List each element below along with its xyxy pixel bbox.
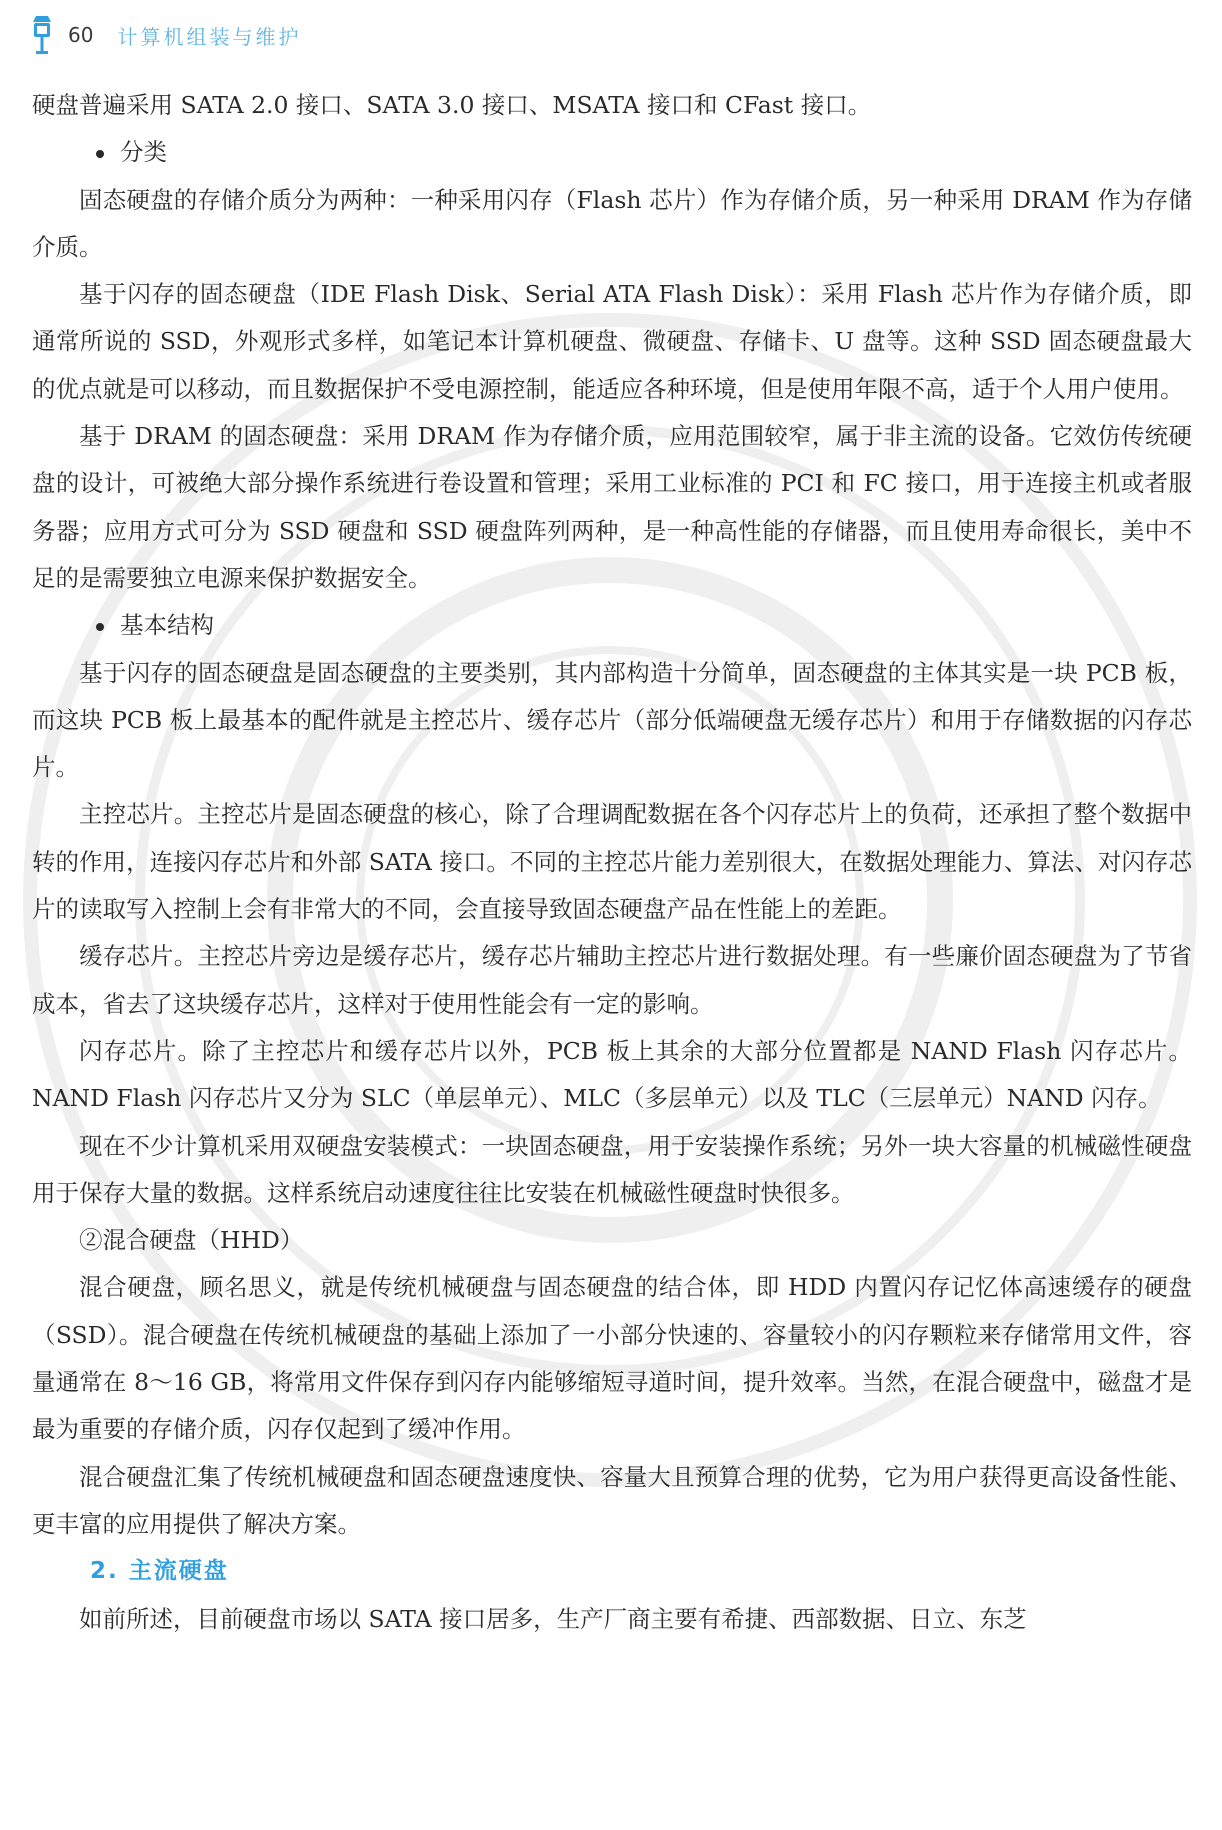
section-heading: 2. 主流硬盘 xyxy=(90,1558,229,1585)
paragraph: 硬盘普遍采用 SATA 2.0 接口、SATA 3.0 接口、MSATA 接口和 CFast 接口。 xyxy=(32,91,872,119)
page-body xyxy=(32,82,1192,1643)
paragraph: 基于闪存的固态硬盘是固态硬盘的主要类别，其内部构造十分简单，固态硬盘的主体其实是一块 PCB 板，而这块 PCB 板上最基本的配件就是主控芯片、缓存芯片（部分低端硬盘无缓存芯片）和用于存储数据的闪存芯片。 xyxy=(32,658,1192,782)
paragraph: 主控芯片。主控芯片是固态硬盘的核心，除了合理调配数据在各个闪存芯片上的负荷，还承担了整个数据中转的作用，连接闪存芯片和外部 SATA 接口。不同的主控芯片能力差别很大，在数据处理能力、算法、对闪存芯片的读取写入控制上会有非常大的不同，会直接导致固态硬盘产品在性能上的差距。 xyxy=(32,800,1192,924)
paragraph: 基于 DRAM 的固态硬盘：采用 DRAM 作为存储介质，应用范围较窄，属于非主流的设备。它效仿传统硬盘的设计，可被绝大部分操作系统进行卷设置和管理；采用工业标准的 PCI 和 FC 接口，用于连接主机或者服务器；应用方式可分为 SSD 硬盘和 SSD 硬盘阵列两种，是一种高性能的存储器，而且使用寿命很长，美中不足的是需要独立电源来保护数据安全。 xyxy=(32,422,1192,592)
paragraph: 闪存芯片。除了主控芯片和缓存芯片以外，PCB 板上其余的大部分位置都是 NAND Flash 闪存芯片。NAND Flash 闪存芯片又分为 SLC（单层单元）、MLC（多层单元）以及 TLC（三层单元）NAND 闪存。 xyxy=(32,1036,1192,1113)
bullet-item xyxy=(32,129,1192,176)
bullet-label: 基本结构 xyxy=(120,611,214,640)
paragraph: 固态硬盘的存储介质分为两种：一种采用闪存（Flash 芯片）作为存储介质，另一种采用 DRAM 作为存储介质。 xyxy=(32,185,1192,261)
paragraph: 如前所述，目前硬盘市场以 SATA 接口居多，生产厂商主要有希捷、西部数据、日立、东芝 xyxy=(79,1604,1027,1633)
paragraph: 现在不少计算机采用双硬盘安装模式：一块固态硬盘，用于安装操作系统；另外一块大容量的机械磁性硬盘用于保存大量的数据。这样系统启动速度往往比安装在机械磁性硬盘时快很多。 xyxy=(32,1131,1192,1207)
paragraph: 混合硬盘汇集了传统机械硬盘和固态硬盘速度快、容量大且预算合理的优势，它为用户获得更高设备性能、更丰富的应用提供了解决方案。 xyxy=(32,1462,1192,1538)
paragraph: 混合硬盘，顾名思义，就是传统机械硬盘与固态硬盘的结合体，即 HDD 内置闪存记忆体高速缓存的硬盘（SSD）。混合硬盘在传统机械硬盘的基础上添加了一小部分快速的、容量较小的闪存颗粒来存储常用文件，容量通常在 8～16 GB，将常用文件保存到闪存内能够缩短寻道时间，提升效率。当然，在混合硬盘中，磁盘才是最为重要的存储介质，闪存仅起到了缓冲作用。 xyxy=(32,1273,1192,1444)
page-header xyxy=(26,12,301,58)
bullet-item xyxy=(32,602,1192,649)
bullet-label: 分类 xyxy=(120,138,167,167)
subheading: ②混合硬盘（HHD） xyxy=(79,1226,304,1255)
lamp-icon xyxy=(26,14,58,56)
book-title: 计算机组装与维护 xyxy=(117,24,302,49)
page-number: 60 xyxy=(68,23,94,47)
paragraph: 基于闪存的固态硬盘（IDE Flash Disk、Serial ATA Flash Disk）：采用 Flash 芯片作为存储介质，即通常所说的 SSD，外观形式多样，如笔记本计算机硬盘、微硬盘、存储卡、U 盘等。这种 SSD 固态硬盘最大的优点就是可以移动，而且数据保护不受电源控制，能适应各种环境，但是使用年限不高，适于个人用户使用。 xyxy=(32,280,1192,403)
paragraph: 缓存芯片。主控芯片旁边是缓存芯片，缓存芯片辅助主控芯片进行数据处理。有一些廉价固态硬盘为了节省成本，省去了这块缓存芯片，这样对于使用性能会有一定的影响。 xyxy=(32,942,1192,1018)
